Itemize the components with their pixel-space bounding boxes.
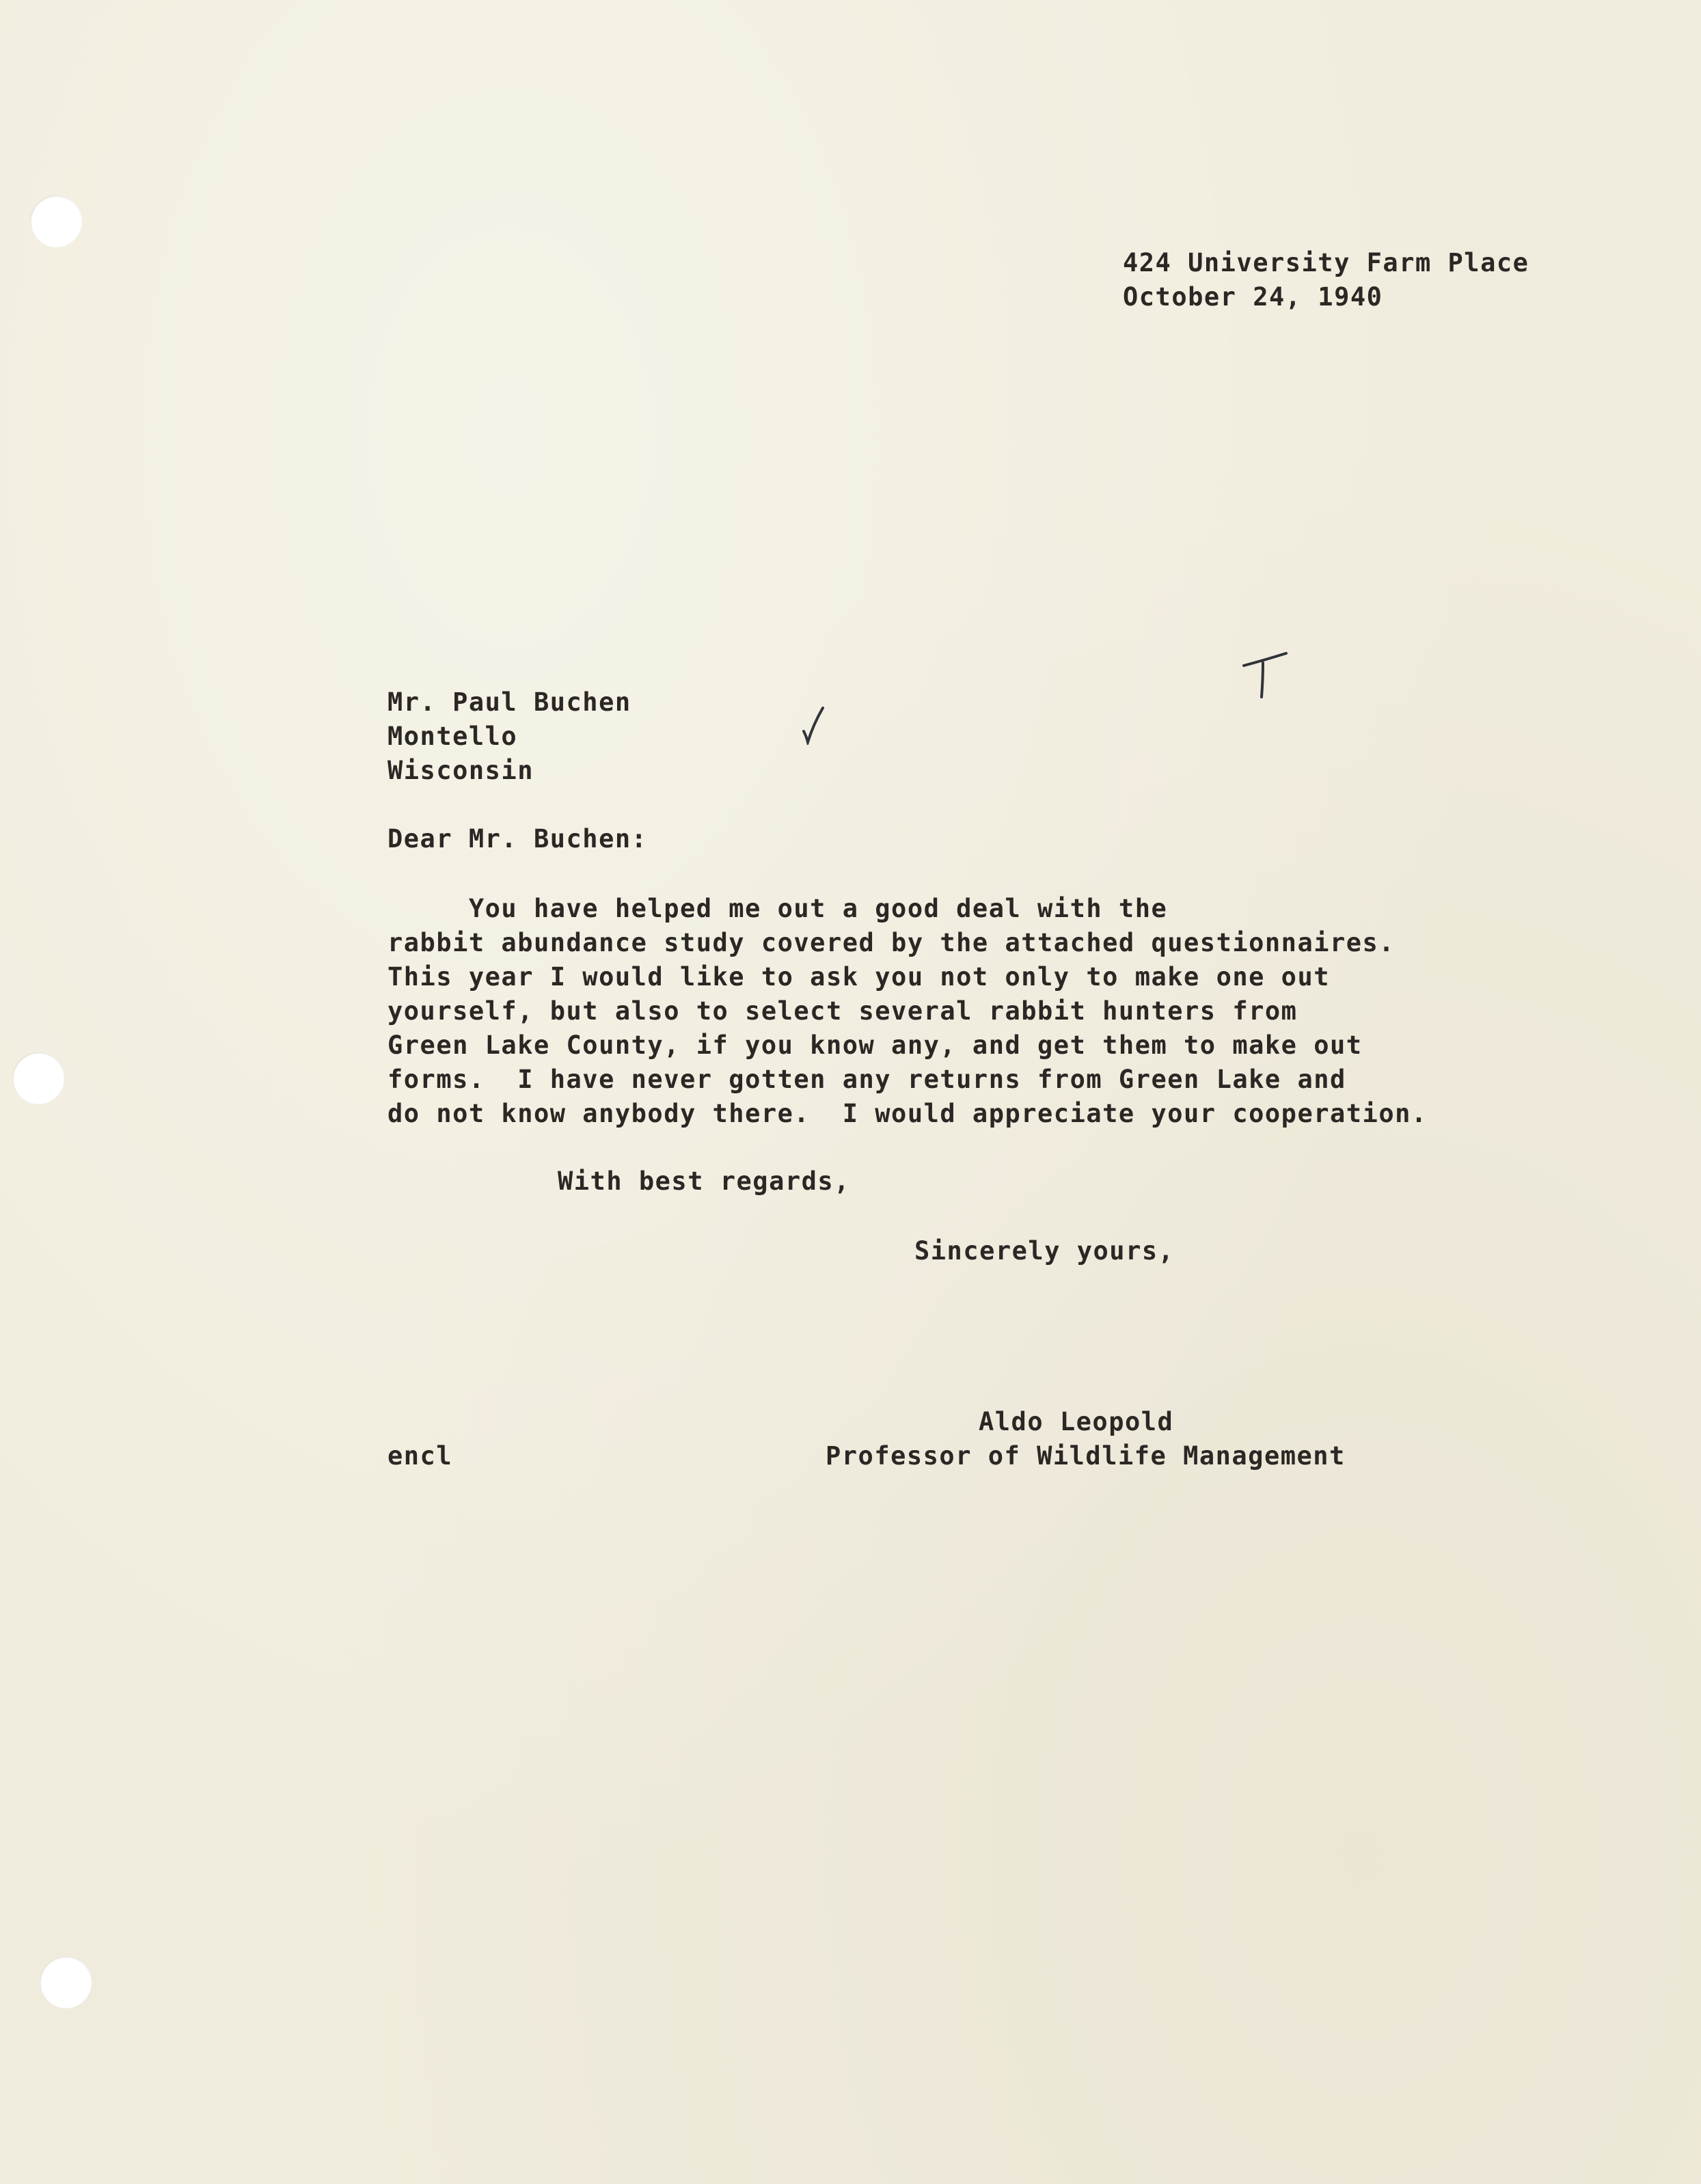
- handwritten-annotation: [1237, 649, 1292, 704]
- punch-hole-bottom: [40, 1956, 92, 2008]
- punch-hole-top: [30, 195, 82, 247]
- return-address-street: 424 University Farm Place: [1123, 248, 1529, 277]
- body-line: forms. I have never gotten any returns from Green Lake and: [387, 1065, 1346, 1094]
- check-mark-icon: [800, 704, 827, 745]
- signature-name: Aldo Leopold: [979, 1407, 1174, 1436]
- body-line: yourself, but also to select several rabbit hunters from: [387, 996, 1298, 1026]
- body-line: Green Lake County, if you know any, and get them to make out: [387, 1030, 1363, 1060]
- recipient-name: Mr. Paul Buchen: [387, 687, 631, 717]
- signature-title: Professor of Wildlife Management: [826, 1441, 1346, 1471]
- recipient-state: Wisconsin: [387, 756, 534, 785]
- body-line: You have helped me out a good deal with the: [387, 894, 1168, 923]
- punch-hole-middle: [12, 1052, 64, 1104]
- salutation: Dear Mr. Buchen:: [387, 824, 648, 854]
- body-line: This year I would like to ask you not only to make one out: [387, 962, 1331, 992]
- closing: Sincerely yours,: [914, 1236, 1175, 1266]
- body-line: rabbit abundance study covered by the attached questionnaires.: [387, 928, 1396, 957]
- enclosure-note: encl: [387, 1441, 453, 1471]
- body-line: do not know anybody there. I would appreciate your cooperation.: [387, 1099, 1428, 1128]
- recipient-city: Montello: [387, 722, 518, 751]
- letter-date: October 24, 1940: [1123, 282, 1383, 312]
- regards: With best regards,: [558, 1166, 850, 1196]
